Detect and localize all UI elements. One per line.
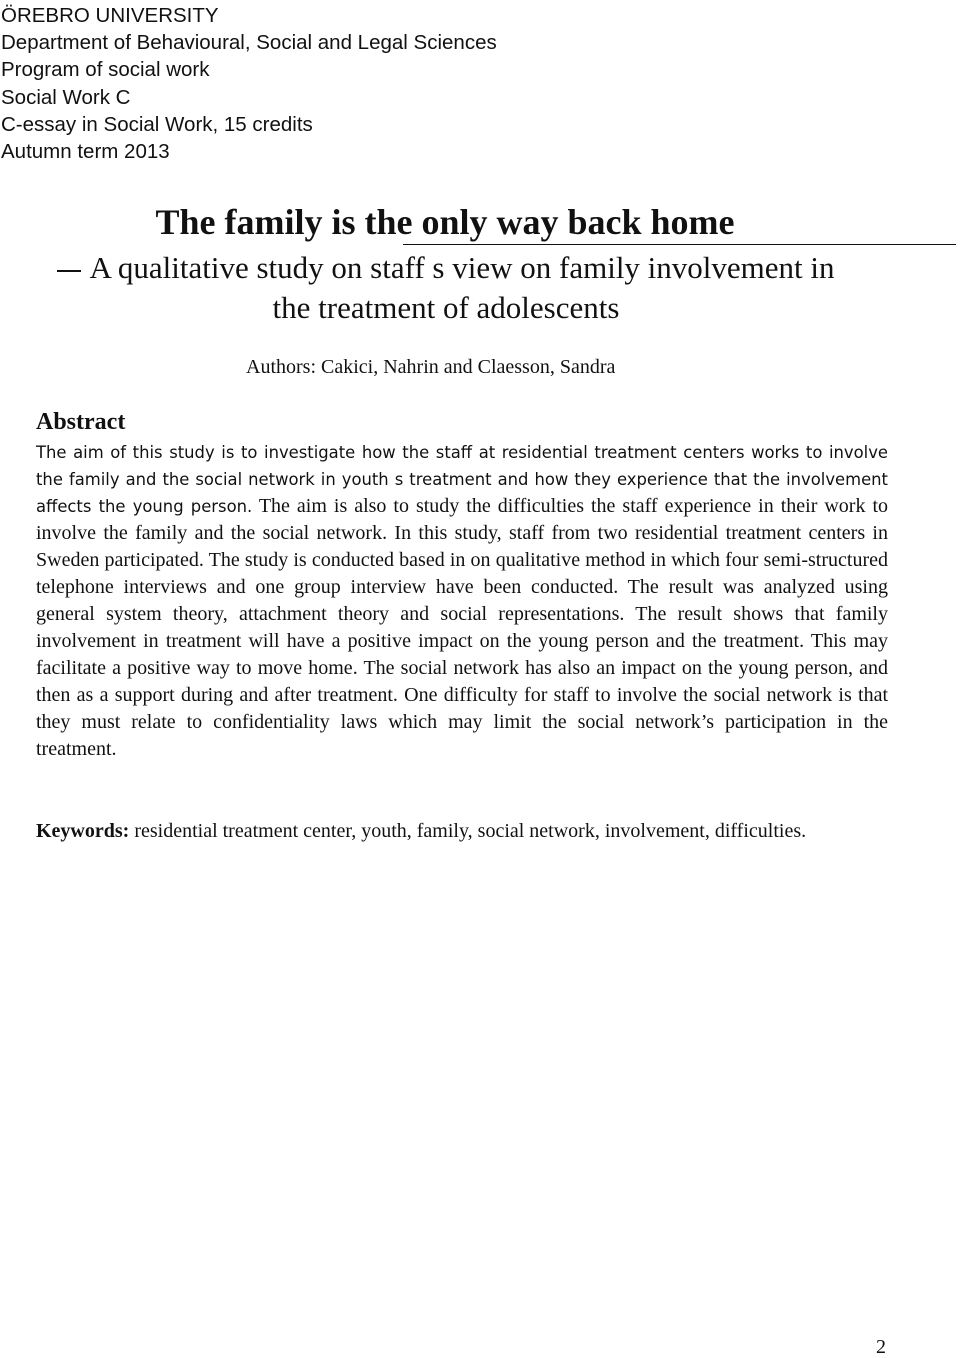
abstract-part-1: The aim of this study is to investigate how the staff at residential treatment centers works to involve the family and the social network in youth s treatment and how they experience that the involvement affects the young person. xyxy=(36,443,888,516)
page-subtitle xyxy=(2,248,890,328)
authors-line: Authors: Cakici, Nahrin and Claesson, Sandra xyxy=(246,356,616,378)
subtitle-line-1-text: A qualitative study on staff s view on family involvement in xyxy=(89,250,835,285)
dash-mark xyxy=(57,270,81,272)
document-header xyxy=(1,2,497,165)
university-name: ÖREBRO UNIVERSITY xyxy=(1,4,219,27)
page-number: 2 xyxy=(876,1336,886,1358)
abstract-heading: Abstract xyxy=(36,409,126,435)
keywords-paragraph xyxy=(28,818,888,845)
term-info: Autumn term 2013 xyxy=(1,140,170,164)
subtitle-line-2: the treatment of adolescents xyxy=(272,290,620,325)
abstract-part-2: The aim is also to study the difficulties the staff experience in their work to involve the family and the social network. In this study, staff from two residential treatment centers in Sweden participated. The study is conducted based in on qualitative method in which four semi-structured telephone interviews and one group interview have been conducted. The result was analyzed using general system theory, attachment theory and social representations. The result shows that family involvement in treatment will have a positive impact on the young person and the treatment. This may facilitate a positive way to move home. The social network has also an impact on the young person, and then as a support during and after treatment. One difficulty for staff to involve the social network is that they must relate to confidentiality laws which may limit the social network’s participation in the treatment. xyxy=(36,495,889,760)
keywords-label: Keywords: xyxy=(36,820,130,842)
essay-info: C-essay in Social Work, 15 credits xyxy=(1,112,313,136)
course-name: Social Work C xyxy=(1,85,131,109)
abstract-body xyxy=(36,439,888,763)
department-name: Department of Behavioural, Social and Legal Sciences xyxy=(1,31,497,55)
subtitle-line-1 xyxy=(2,248,890,288)
program-name: Program of social work xyxy=(1,58,210,82)
page-title: The family is the only way back home xyxy=(155,202,735,242)
title-rule xyxy=(403,244,956,245)
keywords-text: residential treatment center, youth, family, social network, involvement, difficulties. xyxy=(129,820,807,842)
